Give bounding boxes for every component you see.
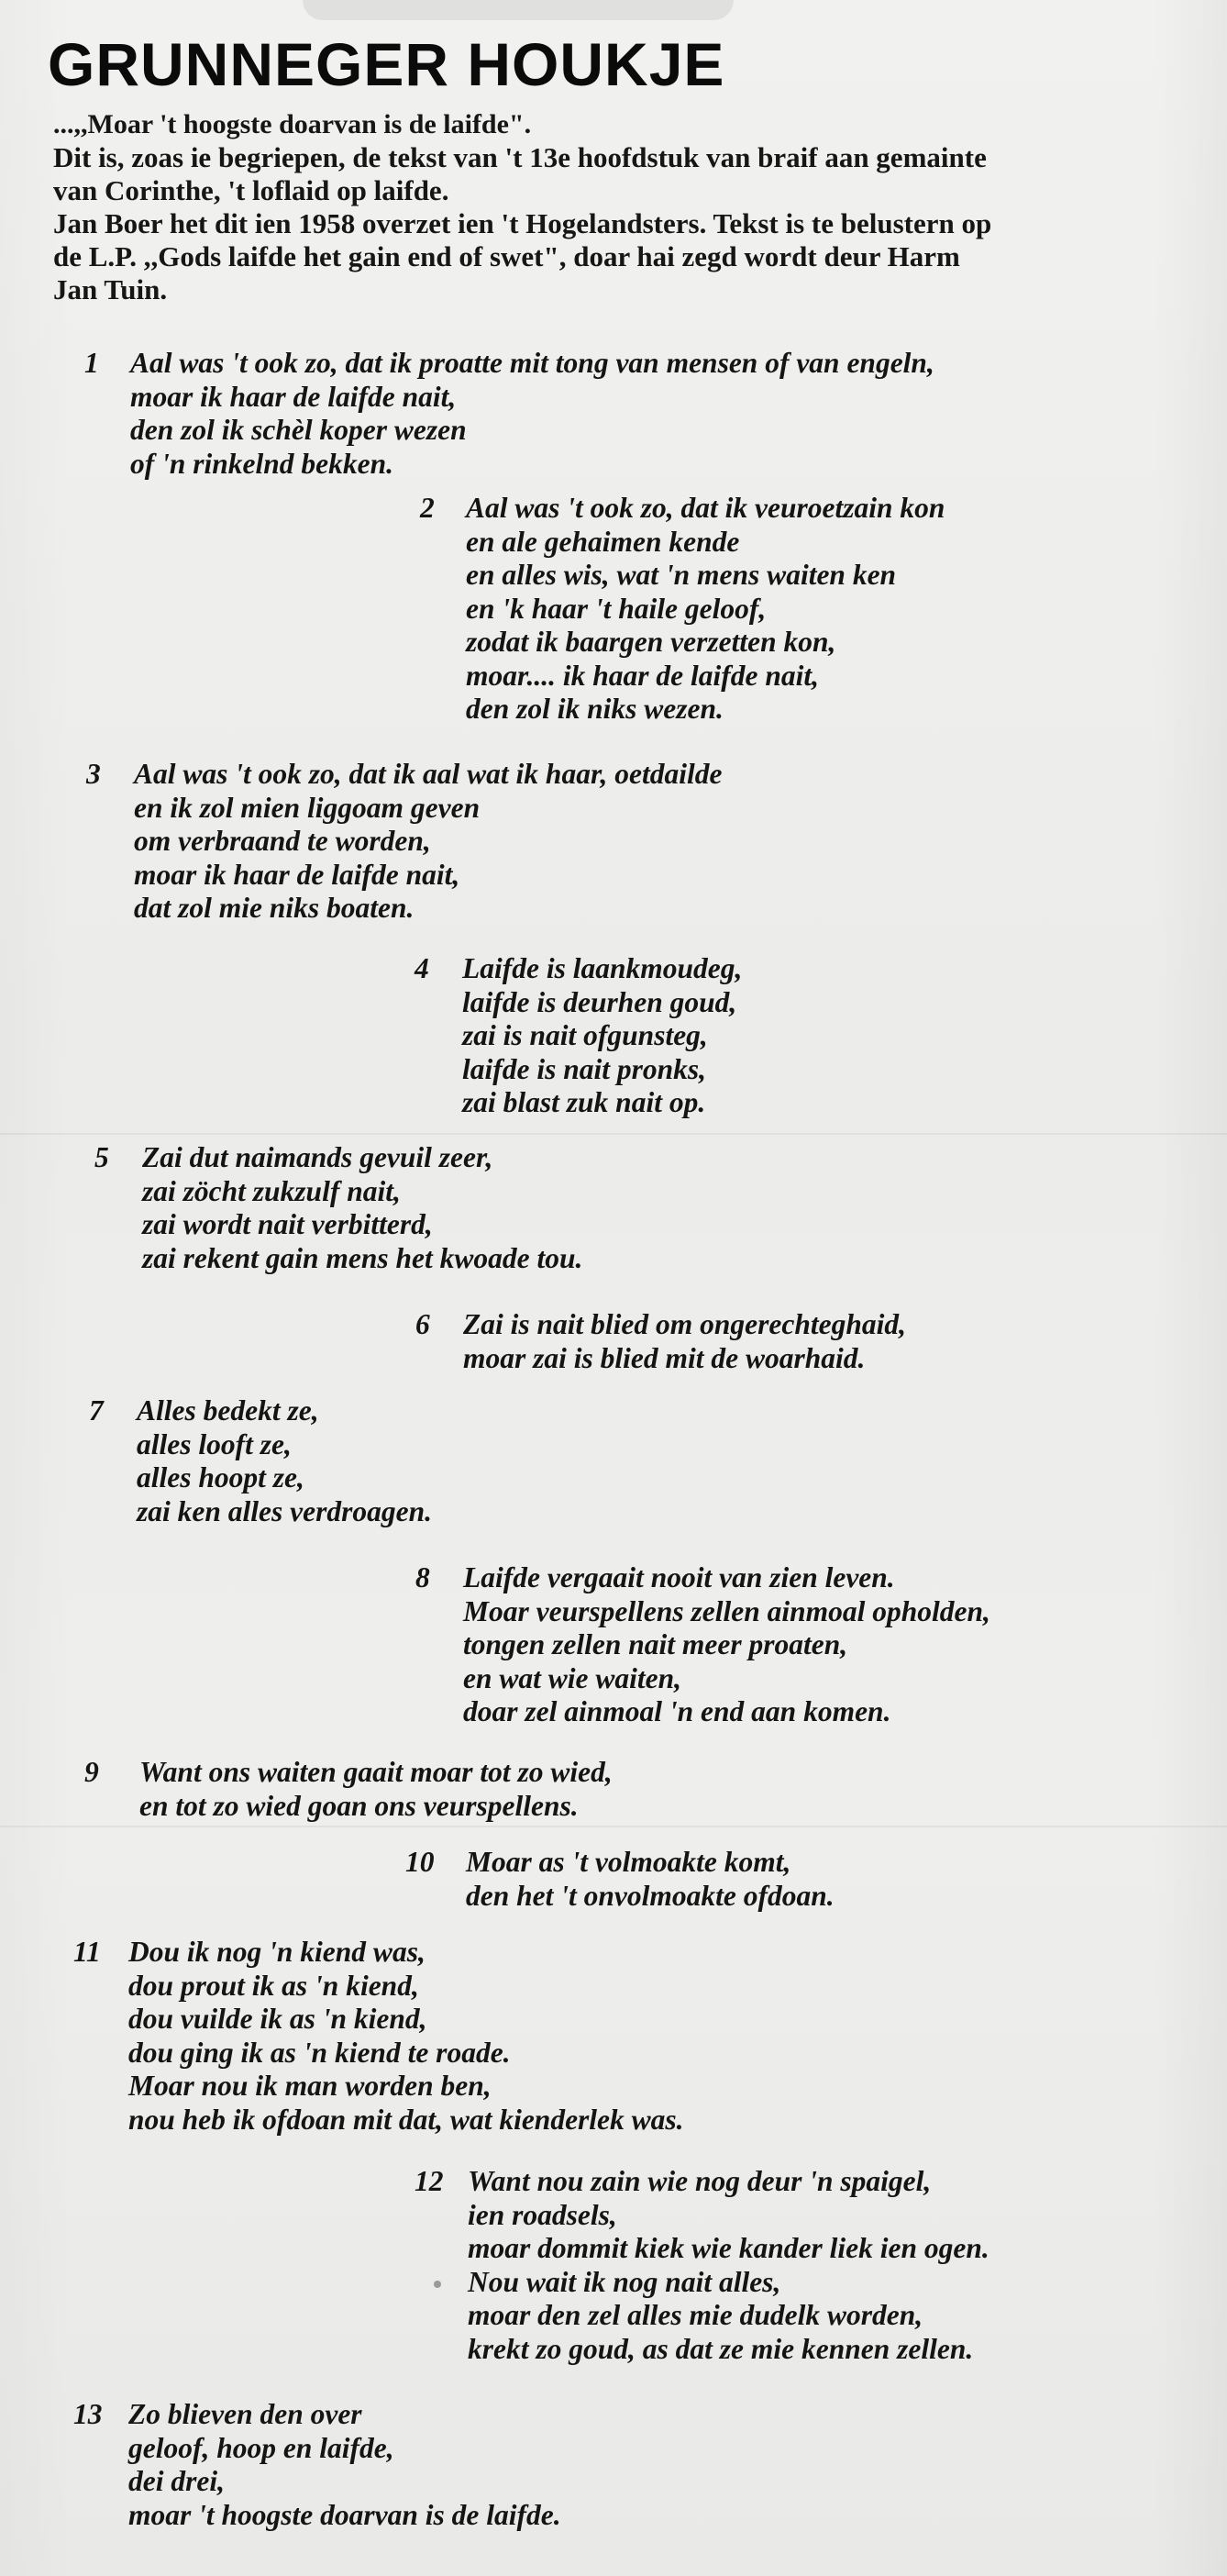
verse-line: en ale gehaimen kende <box>466 525 740 558</box>
verse-line: moar 't hoogste doarvan is de laifde. <box>128 2498 561 2531</box>
verse-number: 11 <box>73 1936 101 1968</box>
verse-line: krekt zo goud, as dat ze mie kennen zellen. <box>468 2332 974 2365</box>
verse-number: 1 <box>84 347 99 379</box>
verse-line: doar zel ainmoal 'n end aan komen. <box>463 1695 891 1727</box>
verse-line: Zo blieven den over <box>128 2398 362 2430</box>
verse-10 <box>405 1846 835 1913</box>
verse-line: Zai dut naimands gevuil zeer, <box>142 1141 493 1173</box>
verse-2 <box>420 492 945 727</box>
verse-line: en ik zol mien liggoam geven <box>134 791 481 824</box>
verse-line: en tot zo wied goan ons veurspellens. <box>139 1789 579 1822</box>
intro-line: Jan Tuin. <box>53 273 168 305</box>
verse-line: laifde is nait pronks, <box>462 1052 707 1085</box>
verse-line: zai blast zuk nait op. <box>462 1086 706 1118</box>
verse-number: 12 <box>415 2165 444 2197</box>
verse-line: moar ik haar de laifde nait, <box>130 380 457 413</box>
verse-line: dou prout ik as 'n kiend, <box>128 1969 419 2002</box>
verse-line: zai zöcht zukzulf nait, <box>142 1174 401 1207</box>
verse-number: 6 <box>415 1308 430 1340</box>
verse-number: 10 <box>405 1846 435 1878</box>
verse-number: 4 <box>415 952 429 984</box>
verse-line: Dou ik nog 'n kiend was, <box>128 1936 426 1968</box>
verse-number: 13 <box>73 2398 103 2430</box>
intro-line: Dit is, zoas ie begriepen, de tekst van 't 13e hoofdstuk van braif aan gemainte <box>53 141 987 173</box>
intro-line: Jan Boer het dit ien 1958 overzet ien 't Hogelandsters. Tekst is te belustern op <box>53 207 992 239</box>
verse-line: dei drei, <box>128 2465 225 2497</box>
verse-line: moar zai is blied mit de woarhaid. <box>463 1341 866 1374</box>
intro-line: van Corinthe, 't loflaid op laifde. <box>53 174 449 206</box>
verse-line: Want ons waiten gaait moar tot zo wied, <box>139 1756 613 1788</box>
fold-line <box>0 1826 1227 1827</box>
verse-line: om verbraand te worden, <box>134 825 431 857</box>
verse-line: laifde is deurhen goud, <box>462 985 737 1018</box>
verse-line: zai wordt nait verbitterd, <box>142 1208 433 1240</box>
verse-line: dat zol mie niks boaten. <box>134 892 415 924</box>
verse-number: 8 <box>415 1561 430 1593</box>
ink-speck <box>434 2281 441 2288</box>
verse-line: moar.... ik haar de laifde nait, <box>466 659 820 692</box>
verse-line: moar den zel alles mie dudelk worden, <box>468 2299 923 2331</box>
verse-line: alles hoopt ze, <box>137 1461 304 1493</box>
verse-6 <box>415 1308 907 1375</box>
verse-4 <box>415 952 743 1120</box>
intro-line: de L.P. ,,Gods laifde het gain end of swet", doar hai zegd wordt deur Harm <box>53 240 960 272</box>
verse-line: den zol ik schèl koper wezen <box>130 414 467 446</box>
verse-line: Aal was 't ook zo, dat ik veuroetzain kon <box>466 492 945 524</box>
verse-line: Moar veurspellens zellen ainmoal opholden, <box>463 1594 990 1627</box>
verse-number: 3 <box>86 758 101 790</box>
verse-line: en alles wis, wat 'n mens waiten ken <box>466 559 897 591</box>
verse-line: alles looft ze, <box>137 1427 292 1460</box>
verse-line: zai ken alles verdroagen. <box>137 1494 432 1527</box>
verse-line: Nou wait ik nog nait alles, <box>468 2265 781 2298</box>
article-title: GRUNNEGER HOUKJE <box>48 30 725 98</box>
verse-line: en 'k haar 't haile geloof, <box>466 592 767 625</box>
verse-line: of 'n rinkelnd bekken. <box>130 447 394 480</box>
verse-line: Laifde is laankmoudeg, <box>462 952 743 984</box>
intro-quote: ...,,Moar 't hoogste doarvan is de laifde". <box>53 109 532 139</box>
verse-line: zai rekent gain mens het kwoade tou. <box>142 1241 583 1274</box>
verse-number: 7 <box>89 1394 104 1427</box>
verse-number: 9 <box>84 1756 99 1788</box>
verse-12 <box>415 2165 989 2366</box>
verse-line: nou heb ik ofdoan mit dat, wat kienderlek was. <box>128 2103 684 2136</box>
verse-5 <box>94 1141 583 1275</box>
verse-line: zodat ik baargen verzetten kon, <box>466 626 836 658</box>
verse-line: zai is nait ofgunsteg, <box>462 1019 708 1051</box>
verse-number: 5 <box>94 1141 109 1173</box>
verse-line: Want nou zain wie nog deur 'n spaigel, <box>468 2165 932 2197</box>
verse-13 <box>73 2398 561 2532</box>
verse-line: Moar as 't volmoakte komt, <box>466 1846 791 1878</box>
verse-11 <box>73 1936 684 2137</box>
verse-9 <box>84 1756 613 1823</box>
verse-line: den zol ik niks wezen. <box>466 693 724 725</box>
verse-line: Zai is nait blied om ongerechteghaid, <box>463 1308 907 1340</box>
verse-line: Aal was 't ook zo, dat ik aal wat ik haar, oetdailde <box>134 758 723 790</box>
verse-line: Alles bedekt ze, <box>137 1394 319 1427</box>
verse-line: dou ging ik as 'n kiend te roade. <box>128 2036 511 2069</box>
verse-line: tongen zellen nait meer proaten, <box>463 1628 848 1660</box>
verse-8 <box>415 1561 990 1729</box>
verse-line: Moar nou ik man worden ben, <box>128 2070 492 2102</box>
verse-number: 2 <box>420 492 435 524</box>
fold-line <box>0 1133 1227 1135</box>
verse-line: den het 't onvolmoakte ofdoan. <box>466 1879 835 1912</box>
verse-line: Laifde vergaait nooit van zien leven. <box>463 1561 895 1593</box>
verse-7 <box>89 1394 432 1528</box>
verse-line: moar dommit kiek wie kander liek ien ogen. <box>468 2232 989 2264</box>
verse-line: en wat wie waiten, <box>463 1661 682 1694</box>
torn-edge <box>303 0 734 20</box>
verse-line: Aal was 't ook zo, dat ik proatte mit tong van mensen of van engeln, <box>130 347 934 379</box>
verse-line: ien roadsels, <box>468 2198 617 2231</box>
verse-3 <box>86 758 723 926</box>
article-intro <box>53 108 1190 306</box>
verse-line: geloof, hoop en laifde, <box>128 2431 394 2464</box>
verse-line: dou vuilde ik as 'n kiend, <box>128 2003 427 2035</box>
verse-line: moar ik haar de laifde nait, <box>134 858 460 891</box>
verse-1 <box>84 347 934 481</box>
